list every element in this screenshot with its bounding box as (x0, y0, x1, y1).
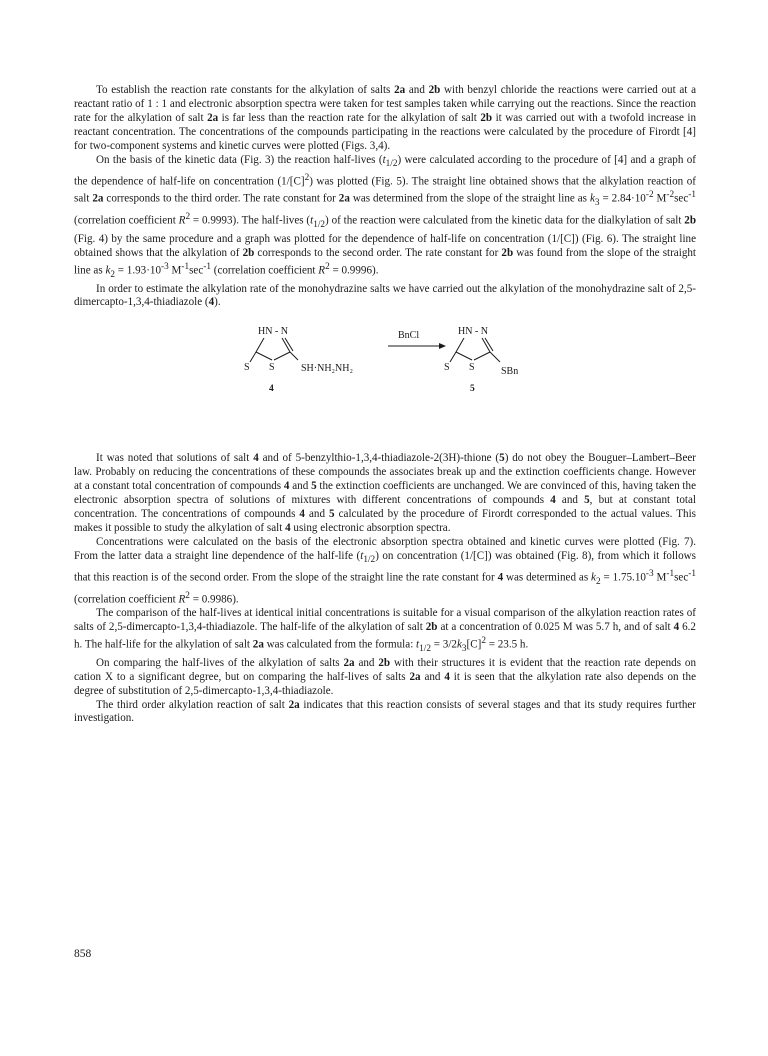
paragraph: Concentrations were calculated on the basis of the electronic absorption spectra obtained and kinetic curves were plotted (Fig. 7). From the latter data a straight line dependence of the half-life $(t_{1/2})$ on concentration (1/[C]) was obtained (Fig. 8), from which it follows that this reaction is of the second order. From the slope of the straight line the rate constant for 4 was determined as $k_2 = 1.75.10^{-3}$ $M^{-1}\sec^{-1}$ (correlation coefficient $R^2 = 0.9986$). (74, 535, 696, 606)
product-label: 5 (470, 384, 475, 395)
reactant-hn-n: HN - N (258, 326, 288, 338)
paragraph: On comparing the half-lives of the alkylation of salts 2a and 2b with their structures it is evident that the reaction rate depends on cation X to a significant degree, but on comparing the half-lives of salts 2a and 4 it is seen that the alkylation rate also depends on the degree of substitution of 2,5-dimercapto-1,3,4-thiadiazole. (74, 656, 696, 697)
paragraph: The comparison of the half-lives at identical initial concentrations is suitable for a visual comparison of the alkylation reaction rates of salts of 2,5-dimercapto-1,3,4-thiadiazole. The half-life of the alkylation of salt 2b at a concentration of 0.025 M was 5.7 h, and of salt 4 6.2 h. The half-life for the alkylation of salt 2a was calculated from the formula: $t_{1/2} = 3/2k_3[C]^2 = 23.5$ h. (74, 607, 696, 654)
reactant-label: 4 (269, 384, 274, 395)
reactant-substituent: SH·NH₂NH₂ (301, 363, 353, 375)
paragraph: It was noted that solutions of salt 4 and of 5-benzylthio-1,3,4-thiadiazole-2(3H)-thione (5) do not obey the Bouguer–Lambert–Beer law. Probably on reducing the concentrations of these compounds the associates break up and the extinction coefficients change. However at a constant total concentration of compounds 4 and 5 the extinction coefficients are unchanged. We are convinced of this, having taken the electronic absorption spectra of solutions of mixtures with different concentrations of compounds 4 and 5, but at constant total concentration. The concentrations of compounds 4 and 5 calculated by the procedure of Firordt corresponded to the actual values. This makes it possible to study the alkylation of salt 4 using electronic absorption spectra. (74, 452, 696, 534)
reagent-label: BnCl (398, 330, 420, 342)
arrow-head-icon (439, 343, 446, 349)
reaction-arrow (388, 330, 446, 349)
page-body (74, 84, 696, 726)
product-s-ring: S (469, 362, 475, 374)
product-s-exo: S (444, 362, 450, 374)
product-substituent: SBn (501, 366, 519, 378)
product-structure (444, 326, 518, 394)
paragraph: To establish the reaction rate constants for the alkylation of salts 2a and 2b with benzyl chloride the reactions were carried out at a reactant ratio of 1 : 1 and electronic absorption spectra were taken for test samples taken while carrying out the reactions. Since the reaction rate for the alkylation of salt 2a is far less than the reaction rate for the alkylation of salt 2b it was carried out with a twofold increase in reactant concentration. The concentrations of the compounds participating in the reactions were calculated by the procedure of Firordt [4] for two-component systems and kinetic curves were plotted (Figs. 3,4). (74, 84, 696, 152)
text-block-1 (74, 84, 696, 310)
page-number: 858 (74, 948, 92, 960)
reaction-scheme-svg (74, 324, 696, 444)
paragraph: On the basis of the kinetic data (Fig. 3) the reaction half-lives $(t_{1/2})$ were calculated according to the procedure of [4] and a graph of the dependence of half-life on concentration $(1/[C]^2)$ was plotted (Fig. 5). The straight line obtained shows that the alkylation reaction of salt 2a corresponds to the third order. The rate constant for 2a was determined from the slope of the straight line as $k_3 = 2.84\cdot 10^{-2}$ $M^{-2}\sec^{-1}$ (correlation coefficient $R^2 = 0.9993$). The half-lives $(t_{1/2})$ of the reaction were calculated from the kinetic data for the dialkylation of salt 2b (Fig. 4) by the same procedure and a graph was plotted for the dependence of half-life on concentration (1/[C]) (Fig. 6). The straight line obtained shows that the alkylation of 2b corresponds to the second order. The rate constant for 2b was found from the slope of the straight line as $k_2 = 1.93\cdot 10^{-3}$ $M^{-1}\sec^{-1}$ (correlation coefficient $R^2 = 0.9996$). (74, 153, 696, 280)
text-block-2 (74, 452, 696, 726)
reaction-scheme (74, 324, 696, 444)
product-hn-n: HN - N (458, 326, 488, 338)
reactant-structure (244, 326, 353, 394)
paragraph: The third order alkylation reaction of salt 2a indicates that this reaction consists of several stages and that its study requires further investigation. (74, 698, 696, 725)
paragraph: In order to estimate the alkylation rate of the monohydrazine salts we have carried out the alkylation of the monohydrazine salt of 2,5-dimercapto-1,3,4-thiadiazole (4). (74, 282, 696, 309)
reactant-s-exo: S (244, 362, 250, 374)
reactant-s-ring: S (269, 362, 275, 374)
